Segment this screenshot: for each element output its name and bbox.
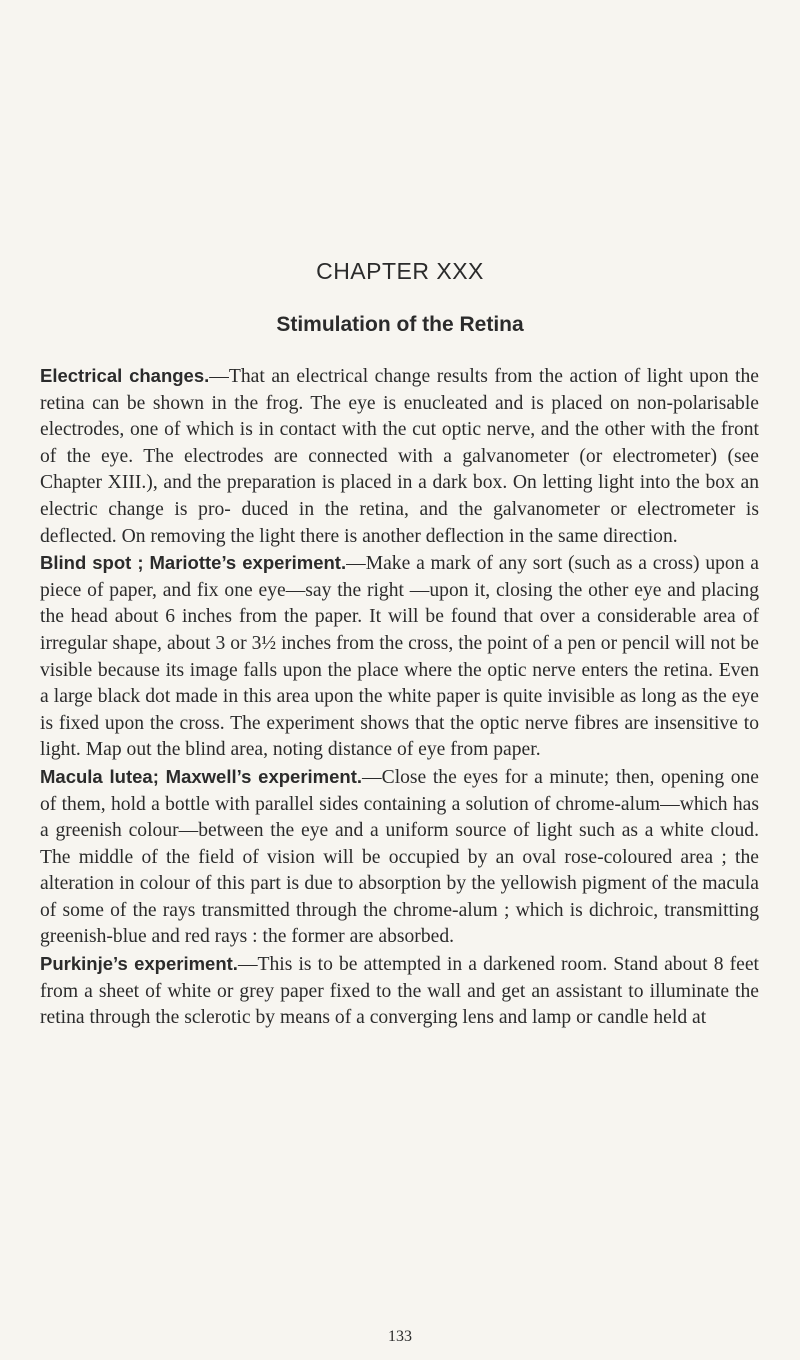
paragraph-electrical-changes — [40, 363, 759, 550]
paragraph-text: —That an electrical change results from the action of light upon the retina can be shown in the frog. The eye is enucleated and is placed on non-polarisable electrodes, one of which is in contact with the cut optic nerve, and the other with the front of the eye. The electrodes are connected with a galvanometer (or electrometer) (see Chapter XIII.), and the preparation is placed in a dark box. On letting light into the box an electric change is pro- duced in the retina, and the galvanometer or electrometer is deflected. On removing the light there is another deflection in the same direction. — [40, 366, 759, 547]
paragraph-blind-spot — [40, 550, 759, 764]
paragraph-text: —Make a mark of any sort (such as a cross) upon a piece of paper, and fix one eye—say the right —upon it, closing the other eye and placing the head about 6 inches from the paper. It will be found that over a considerable area of irregular shape, about 3 or 3½ inches from the cross, the point of a pen or pencil will not be visible because its image falls upon the place where the optic nerve enters the retina. Even a large black dot made in this area upon the white paper is quite invisible as long as the eye is fixed upon the cross. The experiment shows that the optic nerve fibres are insensitive to light. Map out the blind area, noting distance of eye from paper. — [40, 553, 759, 761]
run-in-heading: Blind spot ; Mariotte’s experiment. — [40, 552, 347, 574]
paragraph-macula-lutea — [40, 764, 759, 951]
run-in-heading: Purkinje’s experiment. — [40, 953, 238, 975]
run-in-heading: Electrical changes. — [40, 365, 210, 386]
paragraph-text: —This is to be attempted in a darkened room. Stand about 8 feet from a sheet of white or grey paper fixed to the wall and get an assistant to illuminate the retina through the sclerotic by means of a converging lens and lamp or candle held at — [40, 954, 759, 1029]
paragraph-text: —Close the eyes for a minute; then, opening one of them, hold a bottle with parallel sides containing a solution of chrome-alum—which has a greenish colour—between the eye and a uniform source of light such as a white cloud. The middle of the field of vision will be occupied by an oval rose-coloured area ; the alteration in colour of this part is due to absorption by the yellowish pigment of the macula of some of the rays transmitted through the chrome-alum ; which is dichroic, transmitting greenish-blue and red rays : the former are absorbed. — [40, 766, 760, 948]
chapter-heading: CHAPTER XXX — [316, 258, 484, 284]
body-text — [40, 363, 759, 1032]
page-number: 133 — [388, 1328, 412, 1345]
paragraph-purkinje — [40, 951, 759, 1032]
run-in-heading: Macula lutea; Maxwell’s experiment. — [40, 765, 363, 787]
chapter-title: Stimulation of the Retina — [276, 313, 524, 336]
